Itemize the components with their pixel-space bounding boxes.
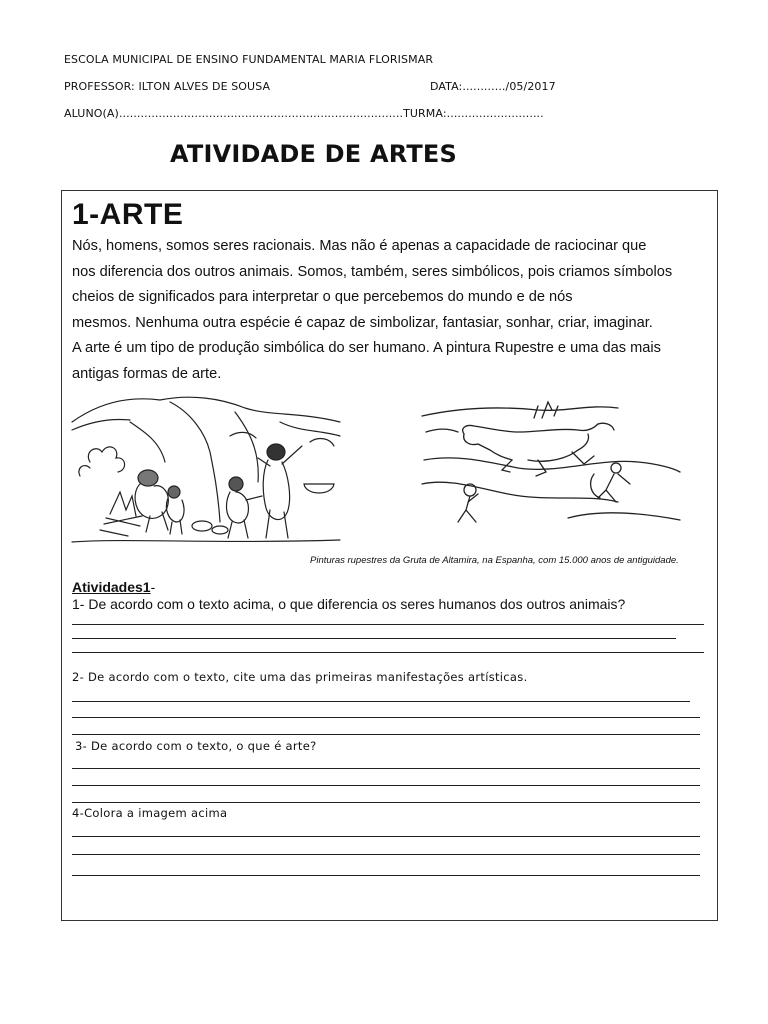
image-caption: Pinturas rupestres da Gruta de Altamira, na Espanha, com 15.000 anos de antiguidade. [310, 555, 679, 566]
paragraph-line: cheios de significados para interpretar o que percebemos do mundo e de nós [72, 289, 573, 305]
answer-line[interactable] [72, 785, 700, 786]
paragraph-line: Nós, homens, somos seres racionais. Mas não é apenas a capacidade de raciocinar que [72, 238, 647, 254]
answer-line[interactable] [72, 652, 704, 653]
paragraph-line: mesmos. Nenhuma outra espécie é capaz de simbolizar, fantasiar, sonhar, criar, imaginar. [72, 314, 653, 331]
answer-line[interactable] [72, 624, 704, 625]
answer-line[interactable] [72, 734, 700, 735]
answer-line[interactable] [72, 802, 700, 803]
answer-line[interactable] [72, 875, 700, 876]
answer-line[interactable] [72, 768, 700, 769]
answer-line[interactable] [72, 701, 690, 702]
school-name: ESCOLA MUNICIPAL DE ENSINO FUNDAMENTAL MARIA FLORISMAR [64, 53, 434, 66]
question-4: 4-Colora a imagem acima [72, 806, 228, 820]
paragraph-line: nos diferencia dos outros animais. Somos, também, seres simbólicos, pois criamos símbolos [72, 263, 673, 280]
date-field: DATA:............/05/2017 [430, 80, 556, 93]
question-2: 2- De acordo com o texto, cite uma das primeiras manifestações artísticas. [72, 670, 528, 684]
question-1: 1- De acordo com o texto acima, o que diferencia os seres humanos dos outros animais? [72, 596, 626, 612]
cave-people-illustration [70, 392, 345, 550]
answer-line[interactable] [72, 717, 700, 718]
answer-line[interactable] [72, 836, 700, 837]
paragraph-line: A arte é um tipo de produção simbólica do ser humano. A pintura Rupestre e uma das mais [72, 340, 661, 356]
activities-heading-suffix: - [150, 579, 156, 595]
student-class-field: ALUNO(A)...............................................................................TURMA:........................... [64, 107, 544, 120]
activities-heading [72, 579, 155, 595]
intro-paragraph [72, 234, 722, 387]
activities-heading-label: Atividades1 [72, 579, 151, 595]
question-3: 3- De acordo com o texto, o que é arte? [75, 739, 317, 753]
paragraph-line: antigas formas de arte. [72, 365, 222, 382]
answer-line[interactable] [72, 854, 700, 855]
cave-painting-horse-illustration [418, 398, 683, 533]
page-title: ATIVIDADE DE ARTES [170, 140, 457, 168]
answer-line[interactable] [72, 638, 676, 639]
section-title: 1-ARTE [72, 198, 184, 231]
teacher-name: PROFESSOR: ILTON ALVES DE SOUSA [64, 80, 271, 93]
